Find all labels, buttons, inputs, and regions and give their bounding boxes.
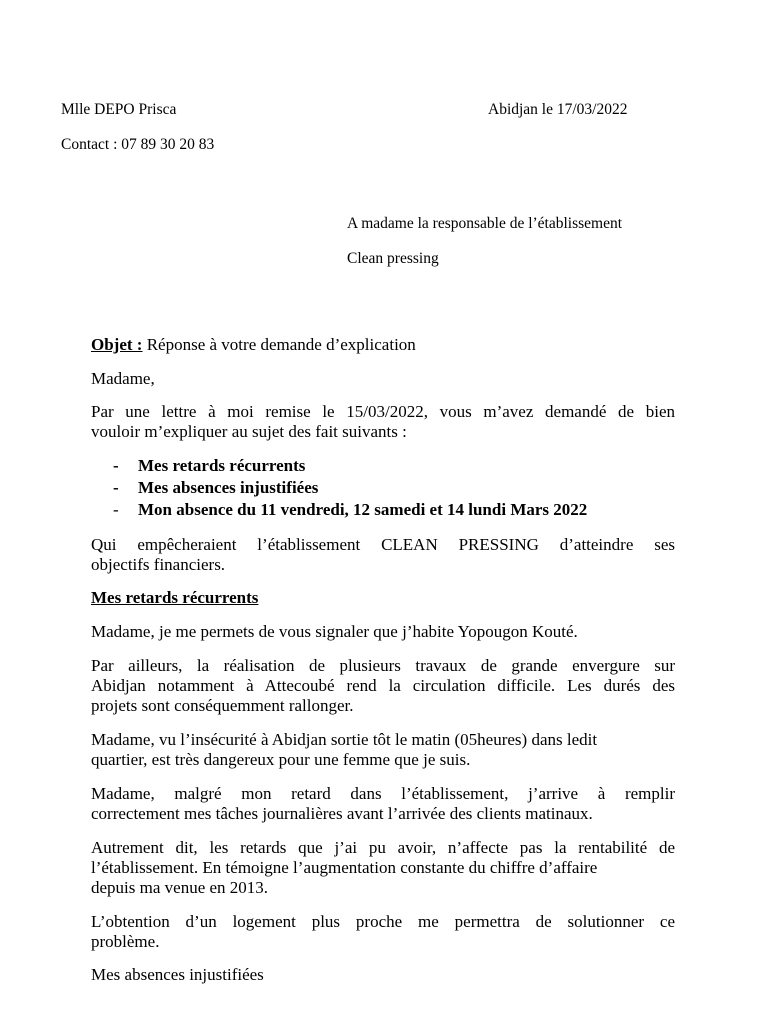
paragraph-6 bbox=[91, 912, 675, 952]
intro-paragraph bbox=[91, 402, 675, 442]
section-title-retards: Mes retards récurrents bbox=[91, 588, 259, 607]
recipient-line-2: Clean pressing bbox=[347, 250, 439, 267]
paragraph-line: Madame, malgré mon retard dans l’établissement, j’arrive à remplir bbox=[91, 784, 675, 803]
paragraph-line: l’établissement. En témoigne l’augmentation constante du chiffre d’affaire bbox=[91, 858, 598, 877]
bullet-text: Mes absences injustifiées bbox=[138, 478, 319, 497]
paragraph-line: L’obtention d’un logement plus proche me permettra de solutionner ce bbox=[91, 912, 675, 931]
bullet-list bbox=[91, 456, 691, 520]
bullet-text: Mes retards récurrents bbox=[138, 456, 306, 475]
list-item bbox=[91, 456, 305, 476]
paragraph-2 bbox=[91, 656, 675, 716]
place-date: Abidjan le 17/03/2022 bbox=[488, 101, 628, 118]
paragraph-line: Abidjan notamment à Attecoubé rend la circulation difficile. Les durés des bbox=[91, 676, 675, 695]
section-title-absences: Mes absences injustifiées bbox=[91, 965, 264, 984]
paragraph-line: Autrement dit, les retards que j’ai pu avoir, n’affecte pas la rentabilité de bbox=[91, 838, 675, 857]
paragraph-line: Madame, vu l’insécurité à Abidjan sortie tôt le matin (05heures) dans ledit bbox=[91, 730, 598, 749]
subject-line bbox=[91, 335, 416, 355]
bullet-dash: - bbox=[113, 500, 119, 519]
sender-name: Mlle DEPO Prisca bbox=[61, 101, 177, 118]
paragraph-line: depuis ma venue en 2013. bbox=[91, 878, 269, 897]
consequence-line-1: Qui empêcheraient l’établissement CLEAN PRESSING d’atteindre ses bbox=[91, 535, 675, 554]
paragraph-3 bbox=[91, 730, 675, 770]
paragraph-line: projets sont conséquemment rallonger. bbox=[91, 696, 354, 715]
bullet-dash: - bbox=[113, 478, 119, 497]
subject-text: Réponse à votre demande d’explication bbox=[142, 335, 416, 354]
list-item bbox=[91, 500, 587, 520]
subject-label: Objet : bbox=[91, 335, 143, 354]
consequence-line-2: objectifs financiers. bbox=[91, 555, 226, 574]
paragraph-4 bbox=[91, 784, 675, 824]
bullet-text: Mon absence du 11 vendredi, 12 samedi et 14 lundi Mars 2022 bbox=[138, 500, 588, 519]
paragraph-1 bbox=[91, 622, 675, 642]
consequence-paragraph bbox=[91, 535, 675, 575]
intro-line-2: vouloir m’expliquer au sujet des fait suivants : bbox=[91, 422, 407, 441]
intro-line-1: Par une lettre à moi remise le 15/03/2022, vous m’avez demandé de bien bbox=[91, 402, 675, 421]
paragraph-line: Madame, je me permets de vous signaler que j’habite Yopougon Kouté. bbox=[91, 622, 578, 641]
salutation: Madame, bbox=[91, 369, 155, 388]
paragraph-line: problème. bbox=[91, 932, 160, 951]
paragraph-line: quartier, est très dangereux pour une femme que je suis. bbox=[91, 750, 471, 769]
paragraph-line: correctement mes tâches journalières avant l’arrivée des clients matinaux. bbox=[91, 804, 593, 823]
list-item bbox=[91, 478, 318, 498]
paragraph-5 bbox=[91, 838, 675, 898]
paragraph-line: Par ailleurs, la réalisation de plusieurs travaux de grande envergure sur bbox=[91, 656, 675, 675]
recipient-line-1: A madame la responsable de l’établissement bbox=[347, 215, 623, 232]
bullet-dash: - bbox=[113, 456, 119, 475]
contact-line: Contact : 07 89 30 20 83 bbox=[61, 136, 215, 153]
